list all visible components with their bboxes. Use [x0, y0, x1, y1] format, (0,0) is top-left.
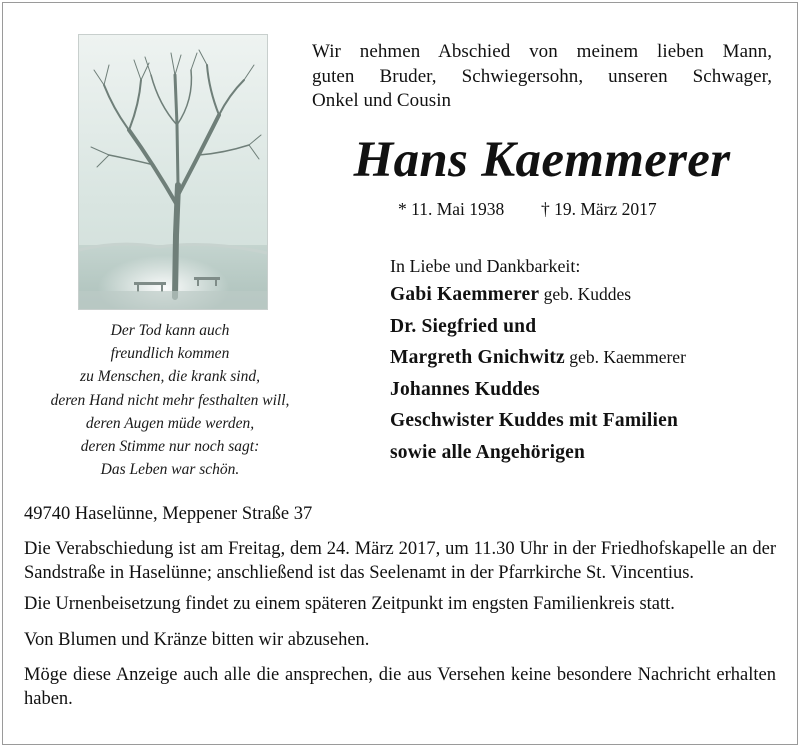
mourner-name: Gabi Kaemmerer: [390, 284, 540, 305]
mourner-entry: [390, 342, 790, 374]
mourner-name: Johannes Kuddes: [390, 378, 540, 400]
poem-line: freundlich kommen: [110, 345, 230, 363]
flowers-paragraph: Von Blumen und Kränze bitten wir abzusehen.: [24, 629, 370, 650]
mourner-entry: [390, 405, 790, 437]
mourner-name: Dr. Siegfried und: [390, 315, 537, 337]
service-paragraph: Die Verabschiedung ist am Freitag, dem 24. März 2017, um 11.30 Uhr in der Friedhofskapelle an der Sandstraße in Haselünne; anschließend ist das Seelenamt in der Pfarrkirche St. Vincentius.: [24, 539, 776, 583]
mourner-name: Geschwister Kuddes mit Familien: [390, 410, 679, 431]
urn-paragraph: Die Urnenbeisetzung findet zu einem späteren Zeitpunkt im engsten Familienkreis statt.: [24, 594, 675, 615]
poem-line: deren Hand nicht mehr festhalten will,: [50, 391, 290, 409]
mourner-note: geb. Kuddes: [539, 284, 632, 304]
mourner-entry: [390, 374, 790, 406]
mourner-note: geb. Kaemmerer: [564, 347, 686, 367]
address: 49740 Haselünne, Meppener Straße 37: [24, 504, 313, 524]
intro-line: Onkel und Cousin: [312, 90, 452, 111]
birth-date: * 11. Mai 1938: [398, 199, 505, 219]
deceased-name: Hans Kaemmerer: [353, 132, 731, 188]
mourner-name: Margreth Gnichwitz: [390, 347, 565, 368]
poem-line: Der Tod kann auch: [110, 322, 230, 339]
tree-by-lake-photo: [78, 34, 268, 310]
poem: [20, 319, 320, 481]
closing-paragraph: Möge diese Anzeige auch alle die ansprechen, die aus Versehen keine besondere Nachricht erhalten haben.: [24, 665, 776, 709]
death-date: † 19. März 2017: [541, 199, 657, 219]
poem-line: zu Menschen, die krank sind,: [80, 368, 260, 386]
intro-line: guten Bruder, Schwiegersohn, unseren Schwager,: [312, 65, 772, 87]
mourner-entry: [390, 279, 790, 311]
service-details: [24, 538, 776, 712]
poem-line: Das Leben war schön.: [100, 461, 240, 479]
poem-line: deren Stimme nur noch sagt:: [80, 438, 260, 456]
mourners-heading: In Liebe und Dankbarkeit:: [390, 256, 581, 276]
intro-text: [312, 40, 772, 114]
mourners-list: [390, 253, 790, 468]
poem-line: deren Augen müde werden,: [85, 414, 255, 432]
mourner-name: sowie alle Angehörigen: [390, 441, 586, 463]
mourner-entry: [390, 437, 790, 469]
mourner-entry: [390, 311, 790, 343]
intro-line: Wir nehmen Abschied von meinem lieben Mann,: [312, 41, 772, 62]
